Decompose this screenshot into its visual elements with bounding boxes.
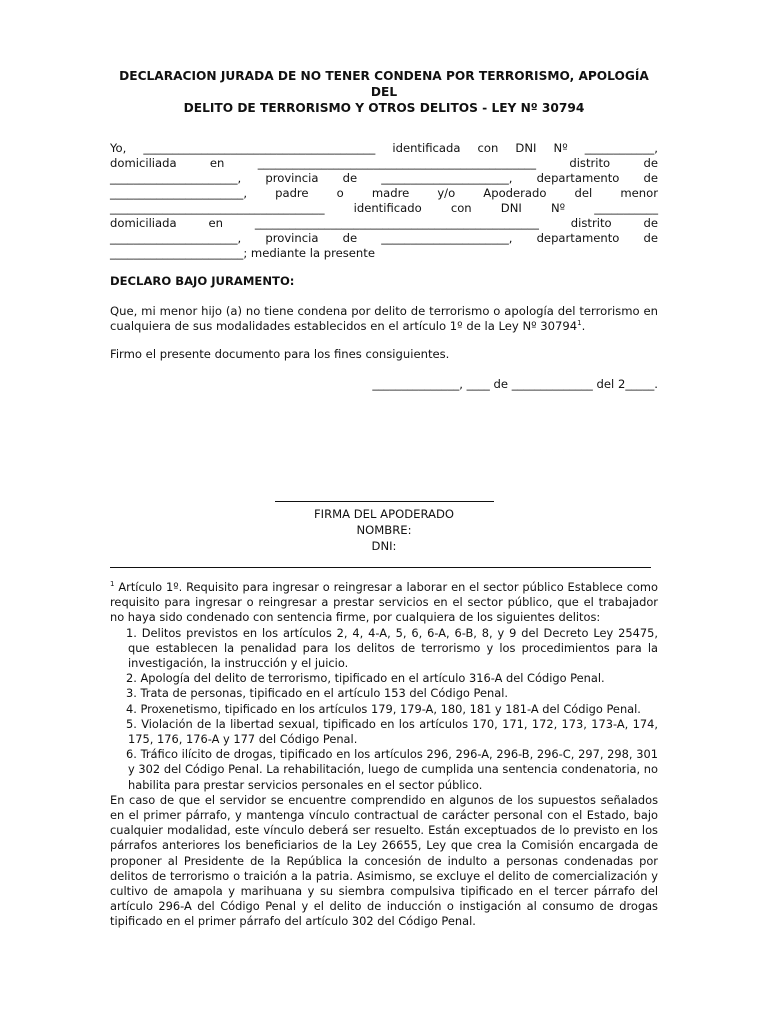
footnote-intro-text: Artículo 1º. Requisito para ingresar o reingresar a laborar en el sector público Establece como requisito para ingresar o reingresar a prestar servicios en el sector público, que el trabajador no haya sido condenado con sentencia firme, por cualquiera de los siguientes delitos: <box>110 580 658 625</box>
title-line-2: DELITO DE TERRORISMO Y OTROS DELITOS - LEY Nº 30794 <box>183 101 585 115</box>
form-line-1: Yo, ________________________________________ identificada con DNI Nº ____________, <box>110 141 658 155</box>
footnote <box>110 580 658 930</box>
signature-name-label: NOMBRE: <box>356 523 412 537</box>
footnote-item: 3. Trata de personas, tipificado en el artículo 153 del Código Penal. <box>126 686 508 701</box>
footnote-closing: En caso de que el servidor se encuentre comprendido en algunos de los supuestos señalados en el primer párrafo, y mantenga vínculo contractual de carácter personal con el Estado, bajo cualquier modalidad, este vínculo deberá ser resuelto. Están exceptuados de lo previsto en los párrafos anteriores los beneficiarios de la Ley 26655, Ley que crea la Comisión encargada de proponer al Presidente de la República la concesión de indulto a personas condenadas por delitos de terrorismo o traición a la patria. Asimismo, se excluye el delito de comercialización y cultivo de amapola y marihuana y su siembra compulsiva tipificado en el tercer párrafo del artículo 296-A del Código Penal y el delito de inducción o instigación al consumo de drogas tipificado en el primer párrafo del artículo 302 del Código Penal. <box>110 792 658 929</box>
form-line-3: ______________________, provincia de ______________________, departamento de <box>110 171 658 185</box>
footnote-list <box>110 626 658 793</box>
footnote-item: 4. Proxenetismo, tipificado en los artículos 179, 179-A, 180, 181 y 181-A del Código Penal. <box>126 701 641 716</box>
declaration-period: . <box>581 319 586 333</box>
document-page <box>110 0 658 1024</box>
form-line-7: ______________________, provincia de ______________________, departamento de <box>110 231 658 245</box>
form-line-6: domiciliada en _________________________________________________ distrito de <box>110 216 658 230</box>
declaration-line-1: Que, mi menor hijo (a) no tiene condena por delito de terrorismo o apología del terrorismo en <box>110 304 658 318</box>
form-line-5: _____________________________________ identificado con DNI Nº ___________ <box>110 201 658 215</box>
footnote-ref: 1 <box>577 319 582 328</box>
declaration-text: cualquiera de sus modalidades establecidos en el artículo 1º de la Ley Nº 30794 <box>110 319 578 333</box>
footnote-mark: 1 <box>110 580 115 589</box>
firmo-statement: Firmo el presente documento para los fines consiguientes. <box>110 347 450 361</box>
footnote-intro <box>110 580 658 626</box>
form-line-8: _______________________; mediante la presente <box>110 246 375 260</box>
footnote-item: 6. Tráfico ilícito de drogas, tipificado en los artículos 296, 296-A, 296-B, 296-C, 297, 298, 301 y 302 del Código Penal. La rehabilitación, luego de cumplida una sentencia condenatoria, no habilita para prestar servicios personales en el sector público. <box>126 747 658 792</box>
signature-line <box>275 501 494 502</box>
title-line-1: DECLARACION JURADA DE NO TENER CONDENA POR TERRORISMO, APOLOGÍA DEL <box>119 69 649 99</box>
footnote-item: 2. Apología del delito de terrorismo, tipificado en el artículo 316-A del Código Penal. <box>126 671 605 686</box>
document-title <box>110 68 658 116</box>
footnote-separator <box>110 567 651 568</box>
declaration-line-2 <box>110 319 658 334</box>
footnote-item: 5. Violación de la libertad sexual, tipificado en los artículos 170, 171, 172, 173, 173-A, 174, 175, 176, 176-A y 177 del Código Penal. <box>126 716 658 747</box>
footnote-item: 1. Delitos previstos en los artículos 2, 4, 4-A, 5, 6, 6-A, 6-B, 8, y 9 del Decreto Ley 25475, que establecen la penalidad para los delitos de terrorismo y los procedimientos para la investigación, la instrucción y el juicio. <box>126 625 658 671</box>
form-line-4: _______________________, padre o madre y/o Apoderado del menor <box>110 186 658 200</box>
signature-dni-label: DNI: <box>371 539 397 553</box>
form-line-2: domiciliada en ________________________________________________ distrito de <box>110 156 658 170</box>
signature-label: FIRMA DEL APODERADO <box>313 507 455 521</box>
declaration-heading: DECLARO BAJO JURAMENTO: <box>110 274 295 288</box>
date-line: _______________, ____ de ______________ del 2_____. <box>372 377 658 391</box>
